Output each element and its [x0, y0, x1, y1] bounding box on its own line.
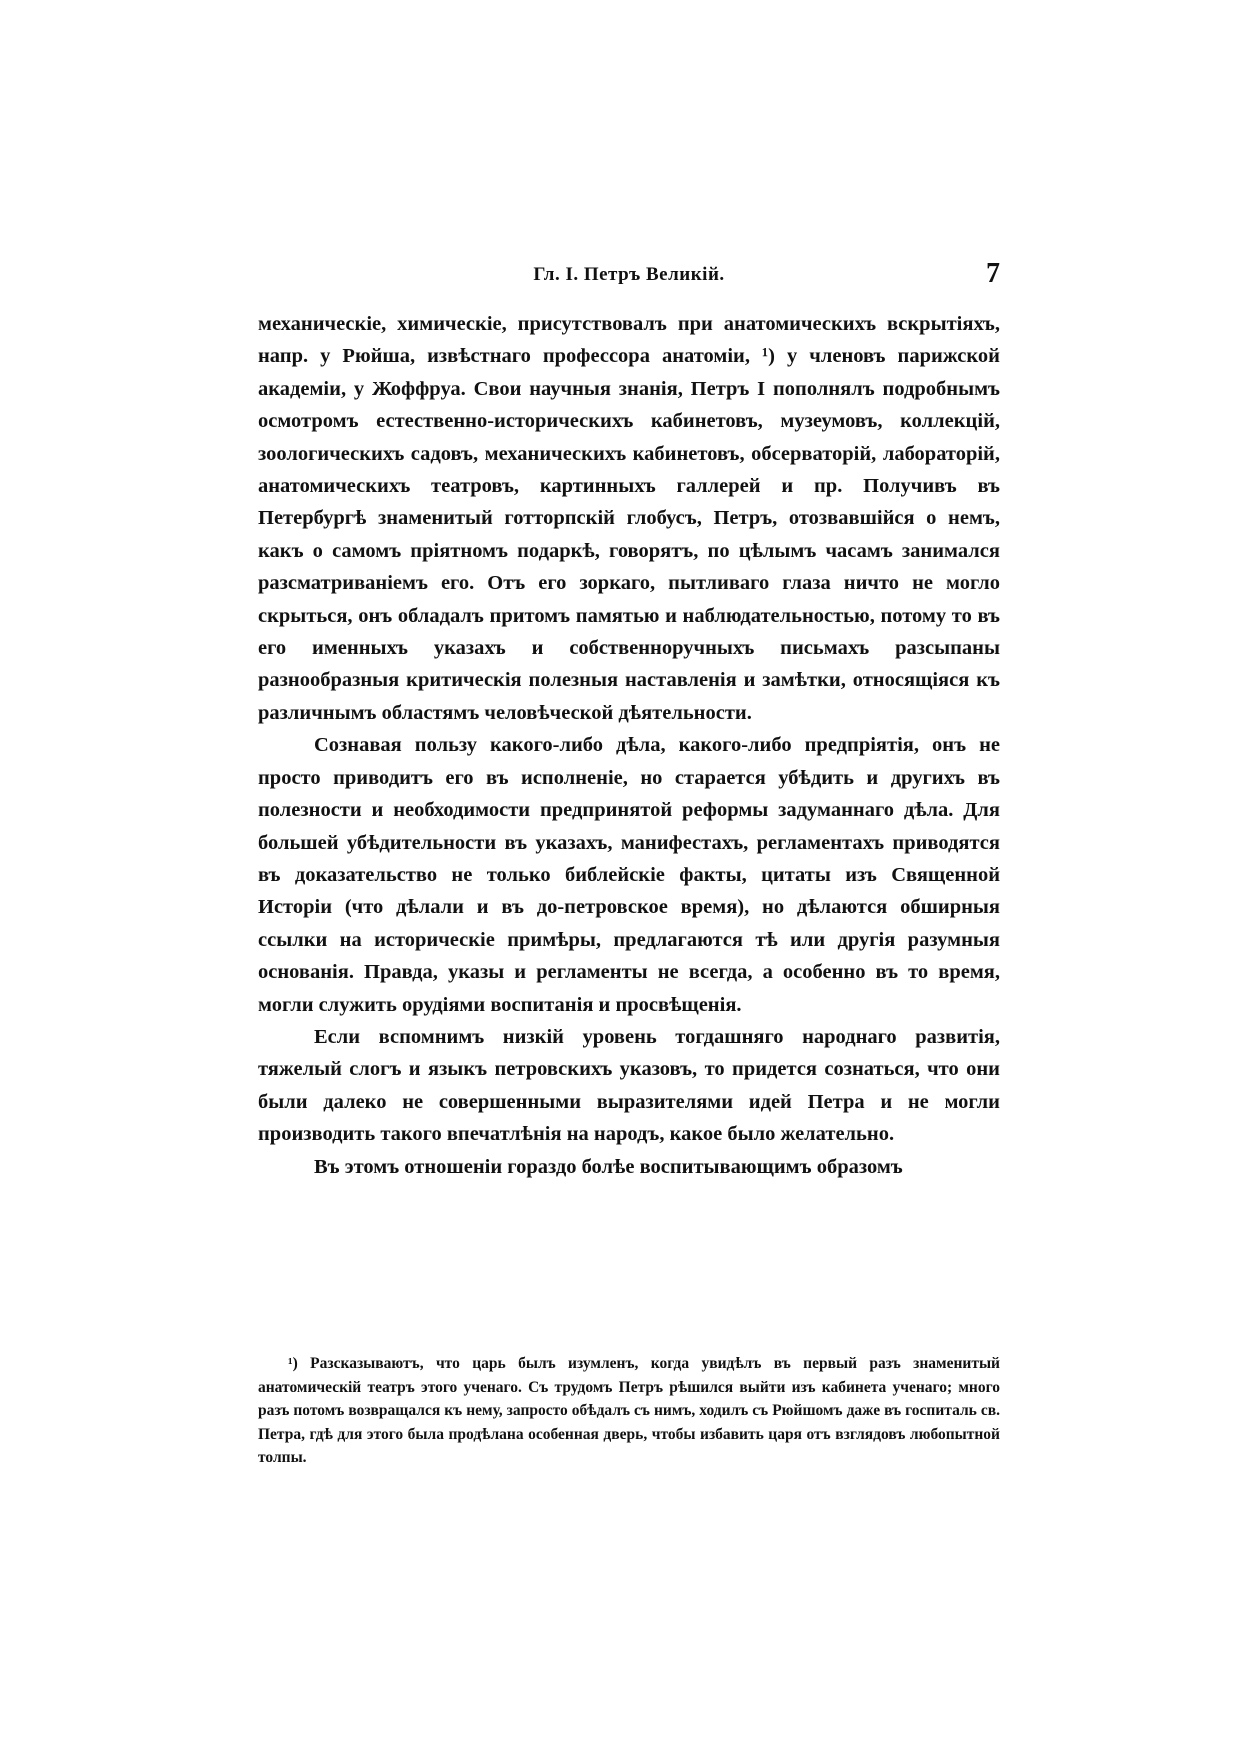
footnotes [258, 1352, 1000, 1470]
running-title: Гл. I. Петръ Великій. [533, 264, 725, 285]
page-number: 7 [986, 258, 1000, 289]
paragraph: Сознавая пользу какого-либо дѣла, какого-либо предпріятія, онъ не просто приводитъ его въ исполненіе, но старается убѣдить и другихъ въ полезности и необходимости предпринятой реформы задуманнаго дѣла. Для большей убѣдительности въ указахъ, манифестахъ, регламентахъ приводятся въ доказательство не только библейскіе факты, цитаты изъ Священной Исторіи (что дѣлали и въ до-петровское время), но дѣлаются обширныя ссылки на историческіе примѣры, предлагаются тѣ или другія разумныя основанія. Правда, указы и регламенты не всегда, а особенно въ то время, могли служить орудіями воспитанія и просвѣщенія. [258, 734, 1000, 1016]
body-text [258, 308, 1000, 1183]
paragraph: Въ этомъ отношеніи гораздо болѣе воспитывающимъ образомъ [314, 1155, 903, 1178]
footnote: ¹) Разсказываютъ, что царь былъ изумленъ, когда увидѣлъ въ первый разъ знаменитый анатомическій театръ этого ученаго. Съ трудомъ Петръ рѣшился выйти изъ кабинета ученаго; много разъ потомъ возвращался къ нему, запросто обѣдалъ съ нимъ, ходилъ съ Рюйшомъ даже въ госпиталь св. Петра, гдѣ для этого была продѣлана особенная дверь, чтобы избавить царя отъ взглядовъ любопытной толпы. [258, 1355, 1000, 1466]
paragraph: Если вспомнимъ низкій уровень тогдашняго народнаго развитія, тяжелый слогъ и языкъ петровскихъ указовъ, то придется сознаться, что они были далеко не совершенными выразителями идей Петра и не могли производить такого впечатлѣнія на народъ, какое было желательно. [258, 1025, 1000, 1146]
paragraph: механическіе, химическіе, присутствовалъ при анатомическихъ вскрытіяхъ, напр. у Рюйша, извѣстнаго профессора анатоміи, ¹) у членовъ парижской академіи, у Жоффруа. Свои научныя знанія, Петръ I пополнялъ подробнымъ осмотромъ естественно-историческихъ кабинетовъ, музеумовъ, коллекцій, зоологическихъ садовъ, механическихъ кабинетовъ, обсерваторій, лабораторій, анатомическихъ театровъ, картинныхъ галлерей и пр. Получивъ въ Петербургѣ знаменитый готторпскій глобусъ, Петръ, отозвавшійся о немъ, какъ о самомъ пріятномъ подаркѣ, говорятъ, по цѣлымъ часамъ занимался разсматриваніемъ его. Отъ его зоркаго, пытливаго глаза ничто не могло скрыться, онъ обладалъ притомъ памятью и наблюдательностью, потому то въ его именныхъ указахъ и собственноручныхъ письмахъ разсыпаны разнообразныя критическія полезныя наставленія и замѣтки, относящіяся къ различнымъ областямъ человѣческой дѣятельности. [258, 313, 1000, 724]
running-head [258, 258, 1000, 292]
